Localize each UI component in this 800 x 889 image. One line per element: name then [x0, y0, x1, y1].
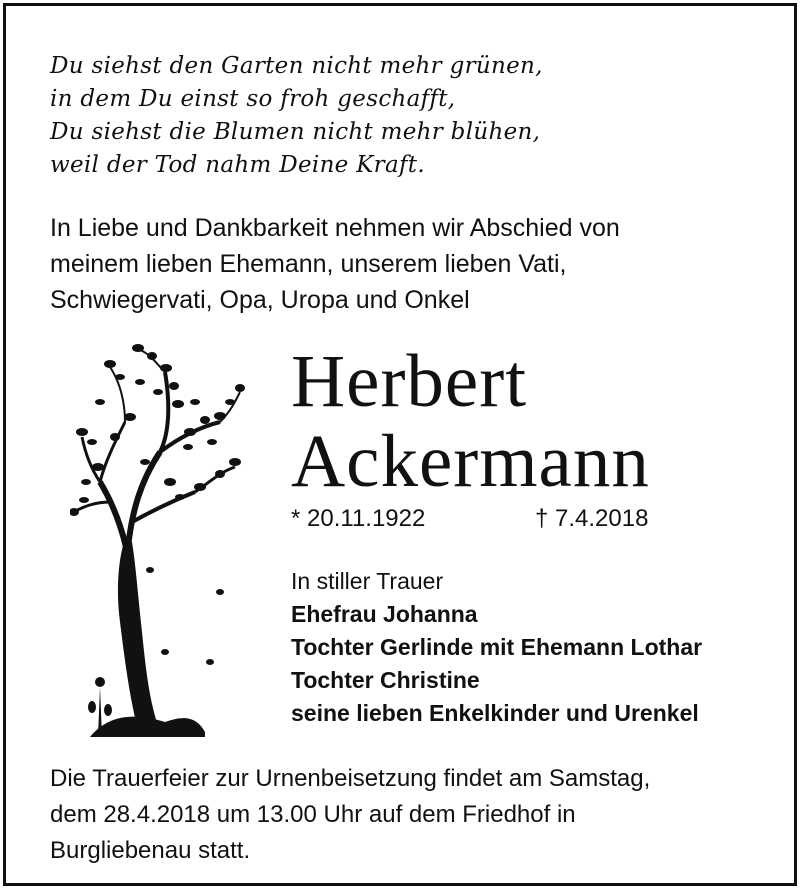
tree-icon	[70, 342, 250, 737]
poem-line: Du siehst den Garten nicht mehr grünen,	[50, 53, 543, 79]
mourner-name: Tochter Gerlinde mit Ehemann Lothar	[291, 634, 703, 660]
closing-line: Burgliebenau statt.	[50, 837, 251, 864]
mourners-list	[291, 565, 771, 730]
intro-line: meinem lieben Ehemann, unserem lieben Vati,	[50, 250, 567, 278]
poem-line: in dem Du einst so froh geschafft,	[50, 86, 456, 112]
first-name: Herbert	[291, 340, 528, 423]
intro-line: Schwiegervati, Opa, Uropa und Onkel	[50, 286, 470, 314]
poem-line: weil der Tod nahm Deine Kraft.	[50, 152, 425, 178]
poem-line: Du siehst die Blumen nicht mehr blühen,	[50, 119, 541, 145]
intro-line: In Liebe und Dankbarkeit nehmen wir Abschied von	[50, 214, 620, 242]
deceased-name	[291, 342, 650, 502]
closing-line: Die Trauerfeier zur Urnenbeisetzung findet am Samstag,	[50, 765, 651, 792]
closing-line: dem 28.4.2018 um 13.00 Uhr auf dem Friedhof in	[50, 801, 576, 828]
funeral-announcement	[50, 761, 770, 869]
birth-date: * 20.11.1922	[291, 505, 426, 532]
life-dates	[291, 502, 691, 536]
death-date: † 7.4.2018	[535, 505, 649, 532]
memorial-poem	[50, 50, 770, 182]
obituary-notice	[3, 3, 797, 886]
last-name: Ackermann	[291, 420, 650, 503]
mourner-name: Tochter Christine	[291, 667, 480, 693]
mourner-name: seine lieben Enkelkinder und Urenkel	[291, 700, 699, 726]
mourners-heading: In stiller Trauer	[291, 568, 444, 594]
farewell-intro	[50, 210, 770, 318]
mourner-name: Ehefrau Johanna	[291, 601, 478, 627]
